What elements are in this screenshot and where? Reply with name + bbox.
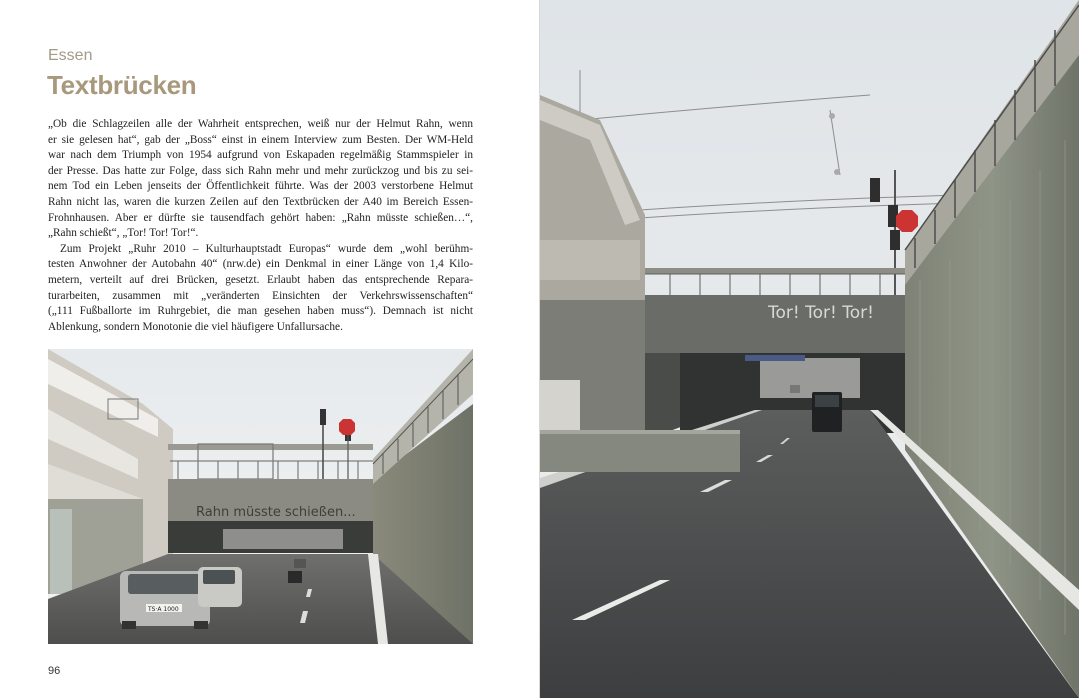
city-heading: Essen: [48, 47, 93, 64]
body-line: turarbeiten, zusammen mit „veränderten Einsichten der Verkehrswissenschaften“: [48, 289, 473, 302]
body-line: testen Anwohner der Autobahn 40“ (nrw.de) ein Denkmal in einer Länge von 1,4 Kilo-: [48, 258, 473, 271]
body-line: er sie gelesen hat“, gab der „Boss“ einst in einem Interview zum Besten. Der WM-Held: [48, 133, 473, 146]
body-line: Rahn nicht las, waren die kurzen Zeilen auf den Textbrücken der A40 im Bereich Essen-: [48, 195, 473, 208]
body-line: Frohnhausen. Aber er dürfte sie tausendfach gehört haben: „Rahn müsste schießen…“,: [48, 211, 473, 224]
body-line: („111 Fußballorte im Ruhrgebiet, die man gesehen haben muss“). Demnach ist nicht: [48, 305, 473, 318]
bridge-text-large: Tor! Tor! Tor!: [768, 303, 874, 323]
bridge-text-small: Rahn müsste schießen...: [196, 505, 356, 520]
body-line: metern, verteilt auf drei Brücken, gesetzt. Erlaubt haben das entsprechende Repara-: [48, 273, 473, 286]
page-title: Textbrücken: [47, 70, 197, 100]
car-plate: TS·A 1000: [148, 606, 179, 613]
right-page: [540, 0, 1079, 698]
body-line: Zum Projekt „Ruhr 2010 – Kulturhauptstadt Europas“ wurde dem „wohl berühm-: [60, 242, 473, 255]
page-number: 96: [48, 665, 61, 677]
body-line: „Ob die Schlagzeilen alle der Wahrheit entsprechen, weiß nur der Helmut Rahn, wenn: [48, 118, 473, 130]
body-line: war nach dem Triumph von 1954 aufgrund von Eskapaden regelmäßig Stammspieler in: [48, 149, 473, 162]
photo-rahn-bridge: [48, 349, 473, 644]
body-line: nem Tod ein Leben jenseits der Öffentlichkeit führte. Was der 2003 verstorbene Helmut: [48, 180, 473, 193]
photo-tor-bridge: [540, 0, 1079, 698]
body-line: Ablenkung, sondern Monotonie die viel häufigere Unfallursache.: [48, 320, 343, 333]
body-line: „Rahn schießt“, „Tor! Tor! Tor!“.: [48, 227, 199, 240]
body-line: der Presse. Das hatte zur Folge, dass sich Rahn mehr und mehr zurückzog und bis zu sei-: [48, 164, 473, 177]
body-text: [48, 117, 473, 335]
